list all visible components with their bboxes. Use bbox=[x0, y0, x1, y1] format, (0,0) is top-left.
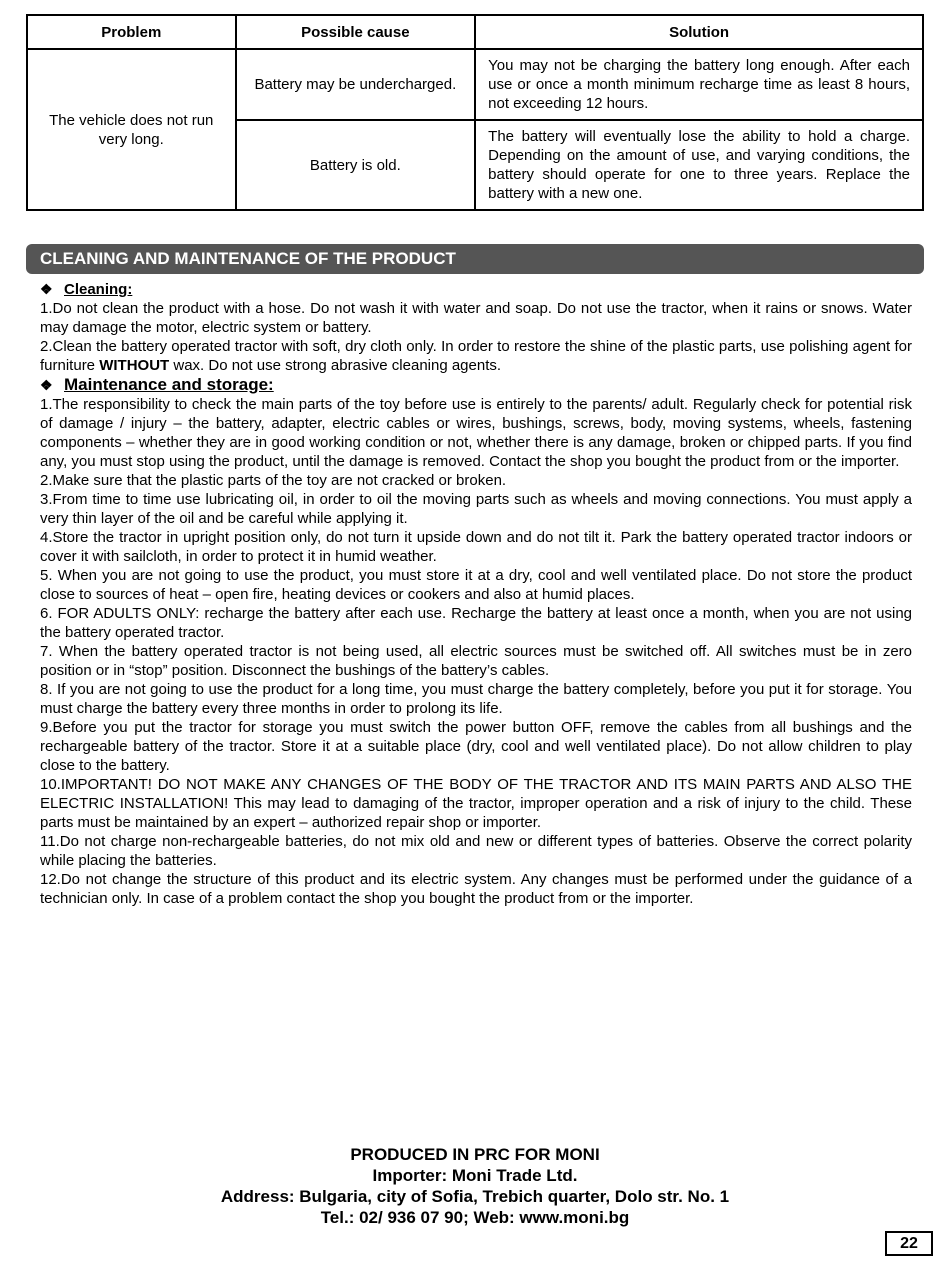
page-number: 22 bbox=[885, 1231, 933, 1256]
cleaning-item: 1.Do not clean the product with a hose. Do not wash it with water and soap. Do not use the tractor, when it rains or snows. Water may damage the motor, electric system or battery. bbox=[40, 300, 912, 336]
maintenance-item: 3.From time to time use lubricating oil, in order to oil the moving parts such as wheels and moving connections. You must apply a very thin layer of the oil and be careful while applying it. bbox=[40, 491, 912, 527]
instructions-content bbox=[40, 280, 912, 908]
diamond-bullet-icon: ❖ bbox=[40, 377, 53, 393]
footer-address-line: Address: Bulgaria, city of Sofia, Trebich quarter, Dolo str. No. 1 bbox=[220, 1187, 730, 1206]
troubleshooting-table bbox=[26, 14, 924, 211]
cleaning-heading-text: Cleaning: bbox=[64, 281, 133, 298]
table-row bbox=[27, 49, 923, 120]
solution-cell: You may not be charging the battery long enough. After each use or once a month minimum recharge time as least 8 hours, not exceeding 12 hours. bbox=[475, 49, 923, 120]
maintenance-item: 1.The responsibility to check the main parts of the toy before use is entirely to the parents/ adult. Regularly check for potential risk of damage / injury – the battery, adapter, electric cables or wires, bushings, screws, body, moving systems, wheels, fastening components – whether they are in good working condition or not, whether there is any damage, broken or chipped parts. If you find any, you must stop using the product, until the damage is removed. Contact the shop you bought the product from or the importer. bbox=[40, 396, 912, 470]
cleaning-item-text: 2.Clean the battery operated tractor with soft, dry cloth only. In order to restore the shine of the plastic parts, use polishing agent for furniture bbox=[40, 338, 912, 374]
header-solution: Solution bbox=[475, 15, 923, 49]
header-problem: Problem bbox=[27, 15, 236, 49]
cause-cell: Battery may be undercharged. bbox=[236, 49, 476, 120]
header-possible-cause: Possible cause bbox=[236, 15, 476, 49]
diamond-bullet-icon: ❖ bbox=[40, 281, 53, 297]
maintenance-item: 9.Before you put the tractor for storage you must switch the power button OFF, remove the cables from all bushings and the rechargeable battery of the tractor. Store it at a suitable place (dry, cool and well ventilated place). Do not allow children to play close to the battery. bbox=[40, 719, 912, 774]
maintenance-heading-text: Maintenance and storage: bbox=[64, 375, 274, 394]
importer-footer bbox=[0, 1144, 950, 1228]
cleaning-item-emphasis: WITHOUT bbox=[99, 357, 170, 374]
maintenance-item: 8. If you are not going to use the product for a long time, you must charge the battery completely, before you put it for storage. You must charge the battery every three months in order to prolong its life. bbox=[40, 681, 912, 717]
maintenance-item: 10.IMPORTANT! DO NOT MAKE ANY CHANGES OF THE BODY OF THE TRACTOR AND ITS MAIN PARTS AND ALSO THE ELECTRIC INSTALLATION! This may lead to damaging of the tractor, improper operation and a risk of injury to the child. These parts must be maintained by an expert – authorized repair shop or importer. bbox=[40, 776, 912, 831]
table-header-row bbox=[27, 15, 923, 49]
cleaning-heading bbox=[40, 280, 912, 299]
maintenance-item: 12.Do not change the structure of this product and its electric system. Any changes must be performed under the guidance of a technician only. In case of a problem contact the shop you bought the product from or the importer. bbox=[40, 871, 912, 907]
maintenance-item: 2.Make sure that the plastic parts of the toy are not cracked or broken. bbox=[40, 472, 507, 489]
maintenance-item: 4.Store the tractor in upright position only, do not turn it upside down and do not tilt it. Park the battery operated tractor indoors or cover it with sailcloth, in order to protect it in humid weather. bbox=[40, 529, 912, 565]
maintenance-item: 6. FOR ADULTS ONLY: recharge the battery after each use. Recharge the battery at least once a month, when you are not using the battery operated tractor. bbox=[40, 605, 912, 641]
problem-cell: The vehicle does not run very long. bbox=[27, 49, 236, 210]
section-title-bar: CLEANING AND MAINTENANCE OF THE PRODUCT bbox=[26, 244, 924, 274]
maintenance-item: 11.Do not charge non-rechargeable batteries, do not mix old and new or different types of batteries. Observe the correct polarity while placing the batteries. bbox=[40, 833, 912, 869]
maintenance-item: 5. When you are not going to use the product, you must store it at a dry, cool and well ventilated place. Do not store the product close to sources of heat – open fire, heating devices or cookers and also at humid places. bbox=[40, 567, 912, 603]
footer-contact-line: Tel.: 02/ 936 07 90; Web: www.moni.bg bbox=[320, 1208, 630, 1227]
footer-produced-line: PRODUCED IN PRC FOR MONI bbox=[350, 1145, 600, 1164]
footer-importer-line: Importer: Moni Trade Ltd. bbox=[372, 1166, 578, 1185]
cleaning-item bbox=[40, 337, 912, 375]
solution-cell: The battery will eventually lose the ability to hold a charge. Depending on the amount of use, and varying conditions, the battery should operate for one to three years. Replace the battery with a new one. bbox=[475, 120, 923, 210]
maintenance-heading bbox=[40, 375, 912, 395]
maintenance-item: 7. When the battery operated tractor is not being used, all electric sources must be switched off. All switches must be in zero position or in “stop” position. Disconnect the bushings of the battery’s cables. bbox=[40, 643, 912, 679]
cleaning-item-text: wax. Do not use strong abrasive cleaning agents. bbox=[169, 357, 502, 374]
cause-cell: Battery is old. bbox=[236, 120, 476, 210]
